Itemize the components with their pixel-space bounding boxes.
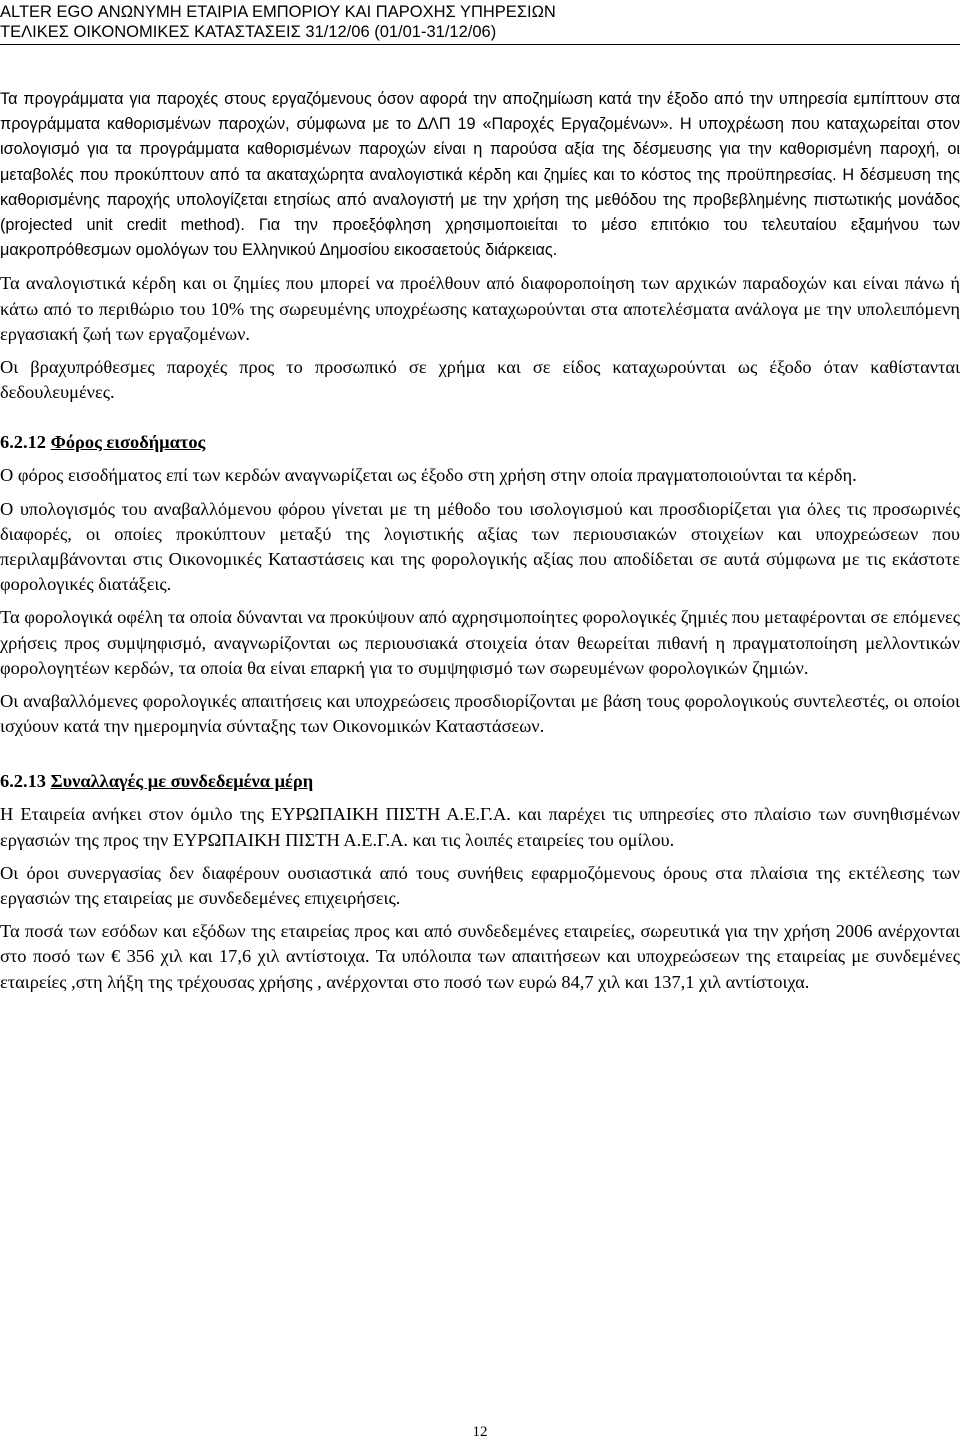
section-heading-related-parties bbox=[0, 769, 960, 794]
document-body bbox=[0, 87, 960, 995]
paragraph: Η Εταιρεία ανήκει στον όμιλο της ΕΥΡΩΠΑΙΚΗ ΠΙΣΤΗ Α.Ε.Γ.Α. και παρέχει τις υπηρεσίες στο πλαίσιο των συνηθισμένων εργασιών της προς την ΕΥΡΩΠΑΙΚΗ ΠΙΣΤΗ Α.Ε.Γ.Α. και τις λοιπές εταιρείες του ομίλου. bbox=[0, 804, 960, 850]
paragraph: Οι όροι συνεργασίας δεν διαφέρουν ουσιαστικά από τους συνήθεις εφαρμοζόμενους όρους στα πλαίσια της εκτέλεσης των εργασιών της εταιρείας με συνδεδεμένες επιχειρήσεις. bbox=[0, 862, 960, 909]
paragraph: Οι βραχυπρόθεσμες παροχές προς το προσωπικό σε χρήμα και σε είδος καταχωρούνται ως έξοδο όταν καθίστανται δεδουλευμένες. bbox=[0, 357, 960, 403]
page-header bbox=[0, 2, 960, 42]
paragraph: Οι αναβαλλόμενες φορολογικές απαιτήσεις και υποχρεώσεις προσδιορίζονται με βάση τους φορολογικούς συντελεστές, οι οποίοι ισχύουν κατά την ημερομηνία σύνταξης των Οικονομικών Καταστάσεων. bbox=[0, 691, 960, 737]
section-title: Συναλλαγές με συνδεδεμένα μέρη bbox=[50, 771, 314, 792]
paragraph: Ο υπολογισμός του αναβαλλόμενου φόρου γίνεται με τη μέθοδο του ισολογισμού και προσδιορίζεται για όλες τις προσωρινές διαφορές, οι οποίες προκύπτουν μεταξύ της λογιστικής αξίας των περιουσιακών στοιχείων και υποχρεώσεων που περιλαμβάνονται στις Οικονομικές Καταστάσεις και της φορολογικής αξίας που αποδίδεται σε αυτά σύμφωνα με τις εκάστοτε φορολογικές διατάξεις. bbox=[0, 498, 960, 595]
paragraph: Τα αναλογιστικά κέρδη και οι ζημίες που μπορεί να προέλθουν από διαφοροποίηση των αρχικών παραδοχών και είναι πάνω ή κάτω από το περιθώριο του 10% της σωρευμένης υποχρέωσης καταχωρούνται στα αποτελέσματα ανάλογα με την υπολειπόμενη εργασιακή ζωή των εργαζομένων. bbox=[0, 273, 960, 344]
paragraph: Τα προγράμματα για παροχές στους εργαζόμενους όσον αφορά την αποζημίωση κατά την έξοδο από την υπηρεσία εμπίπτουν στα προγράμματα καθορισμένων παροχών, σύμφωνα με το ΔΛΠ 19 «Παροχές Εργαζομένων». Η υποχρέωση που καταχωρείται στον ισολογισμό για τα προγράμματα καθορισμένων παροχών είναι η παρούσα αξία της δέσμευσης για την καθορισμένη παροχή, οι μεταβολές που προκύπτουν από τα ακαταχώρητα αναλογιστικά κέρδη και ζημίες και το κόστος της προϋπηρεσίας. Η δέσμευση της καθορισμένης παροχής υπολογίζεται ετησίως από αναλογιστή με την χρήση της μεθόδου της προβεβλημένης πιστωτικής μονάδος (projected unit credit method). Για την προεξόφληση χρησιμοποιείται το μέσο επιτόκιο του τελευταίου εξαμήνου των μακροπρόθεσμων ομολόγων του Ελληνικού Δημοσίου εικοσαετούς διάρκειας. bbox=[0, 90, 960, 260]
header-divider bbox=[0, 44, 960, 45]
page-number: 12 bbox=[472, 1424, 488, 1440]
section-heading-income-tax bbox=[0, 430, 960, 455]
section-number: 6.2.12 bbox=[0, 432, 46, 453]
section-number: 6.2.13 bbox=[0, 771, 46, 792]
paragraph: Τα φορολογικά οφέλη τα οποία δύνανται να προκύψουν από αχρησιμοποίητες φορολογικές ζημιές που μεταφέρονται σε επόμενες χρήσεις προς συμψηφισμό, αναγνωρίζονται ως περιουσιακά στοιχεία όταν θεωρείται πιθανή η πραγματοποίηση μελλοντικών φορολογητέων κερδών, τα οποία θα είναι επαρκή για το συμψηφισμό των σωρευμένων φορολογικών ζημιών. bbox=[0, 607, 960, 678]
header-company: ALTER EGO ΑΝΩΝΥΜΗ ΕΤΑΙΡΙΑ ΕΜΠΟΡΙΟΥ ΚΑΙ ΠΑΡΟΧΗΣ ΥΠΗΡΕΣΙΩΝ bbox=[0, 3, 556, 21]
paragraph: Τα ποσά των εσόδων και εξόδων της εταιρείας προς και από συνδεδεμένες εταιρείες, σωρευτικά για την χρήση 2006 ανέρχονται στο ποσό των € 356 χιλ και 17,6 χιλ αντίστοιχα. Τα υπόλοιπα των απαιτήσεων και υποχρεώσεων της εταιρείας με συνδεμένες εταιρείες ,στη λήξη της τρέχουσας χρήσης , ανέρχονται στο ποσό των ευρώ 84,7 χιλ και 137,1 χιλ αντίστοιχα. bbox=[0, 921, 960, 992]
employee-benefits-block bbox=[0, 87, 960, 405]
section-title: Φόρος εισοδήματος bbox=[50, 432, 206, 453]
paragraph: Ο φόρος εισοδήματος επί των κερδών αναγνωρίζεται ως έξοδο στη χρήση στην οποία πραγματοποιούνται τα κέρδη. bbox=[0, 465, 857, 486]
header-statements: ΤΕΛΙΚΕΣ ΟΙΚΟΝΟΜΙΚΕΣ ΚΑΤΑΣΤΑΣΕΙΣ 31/12/06 (01/01-31/12/06) bbox=[0, 23, 497, 41]
